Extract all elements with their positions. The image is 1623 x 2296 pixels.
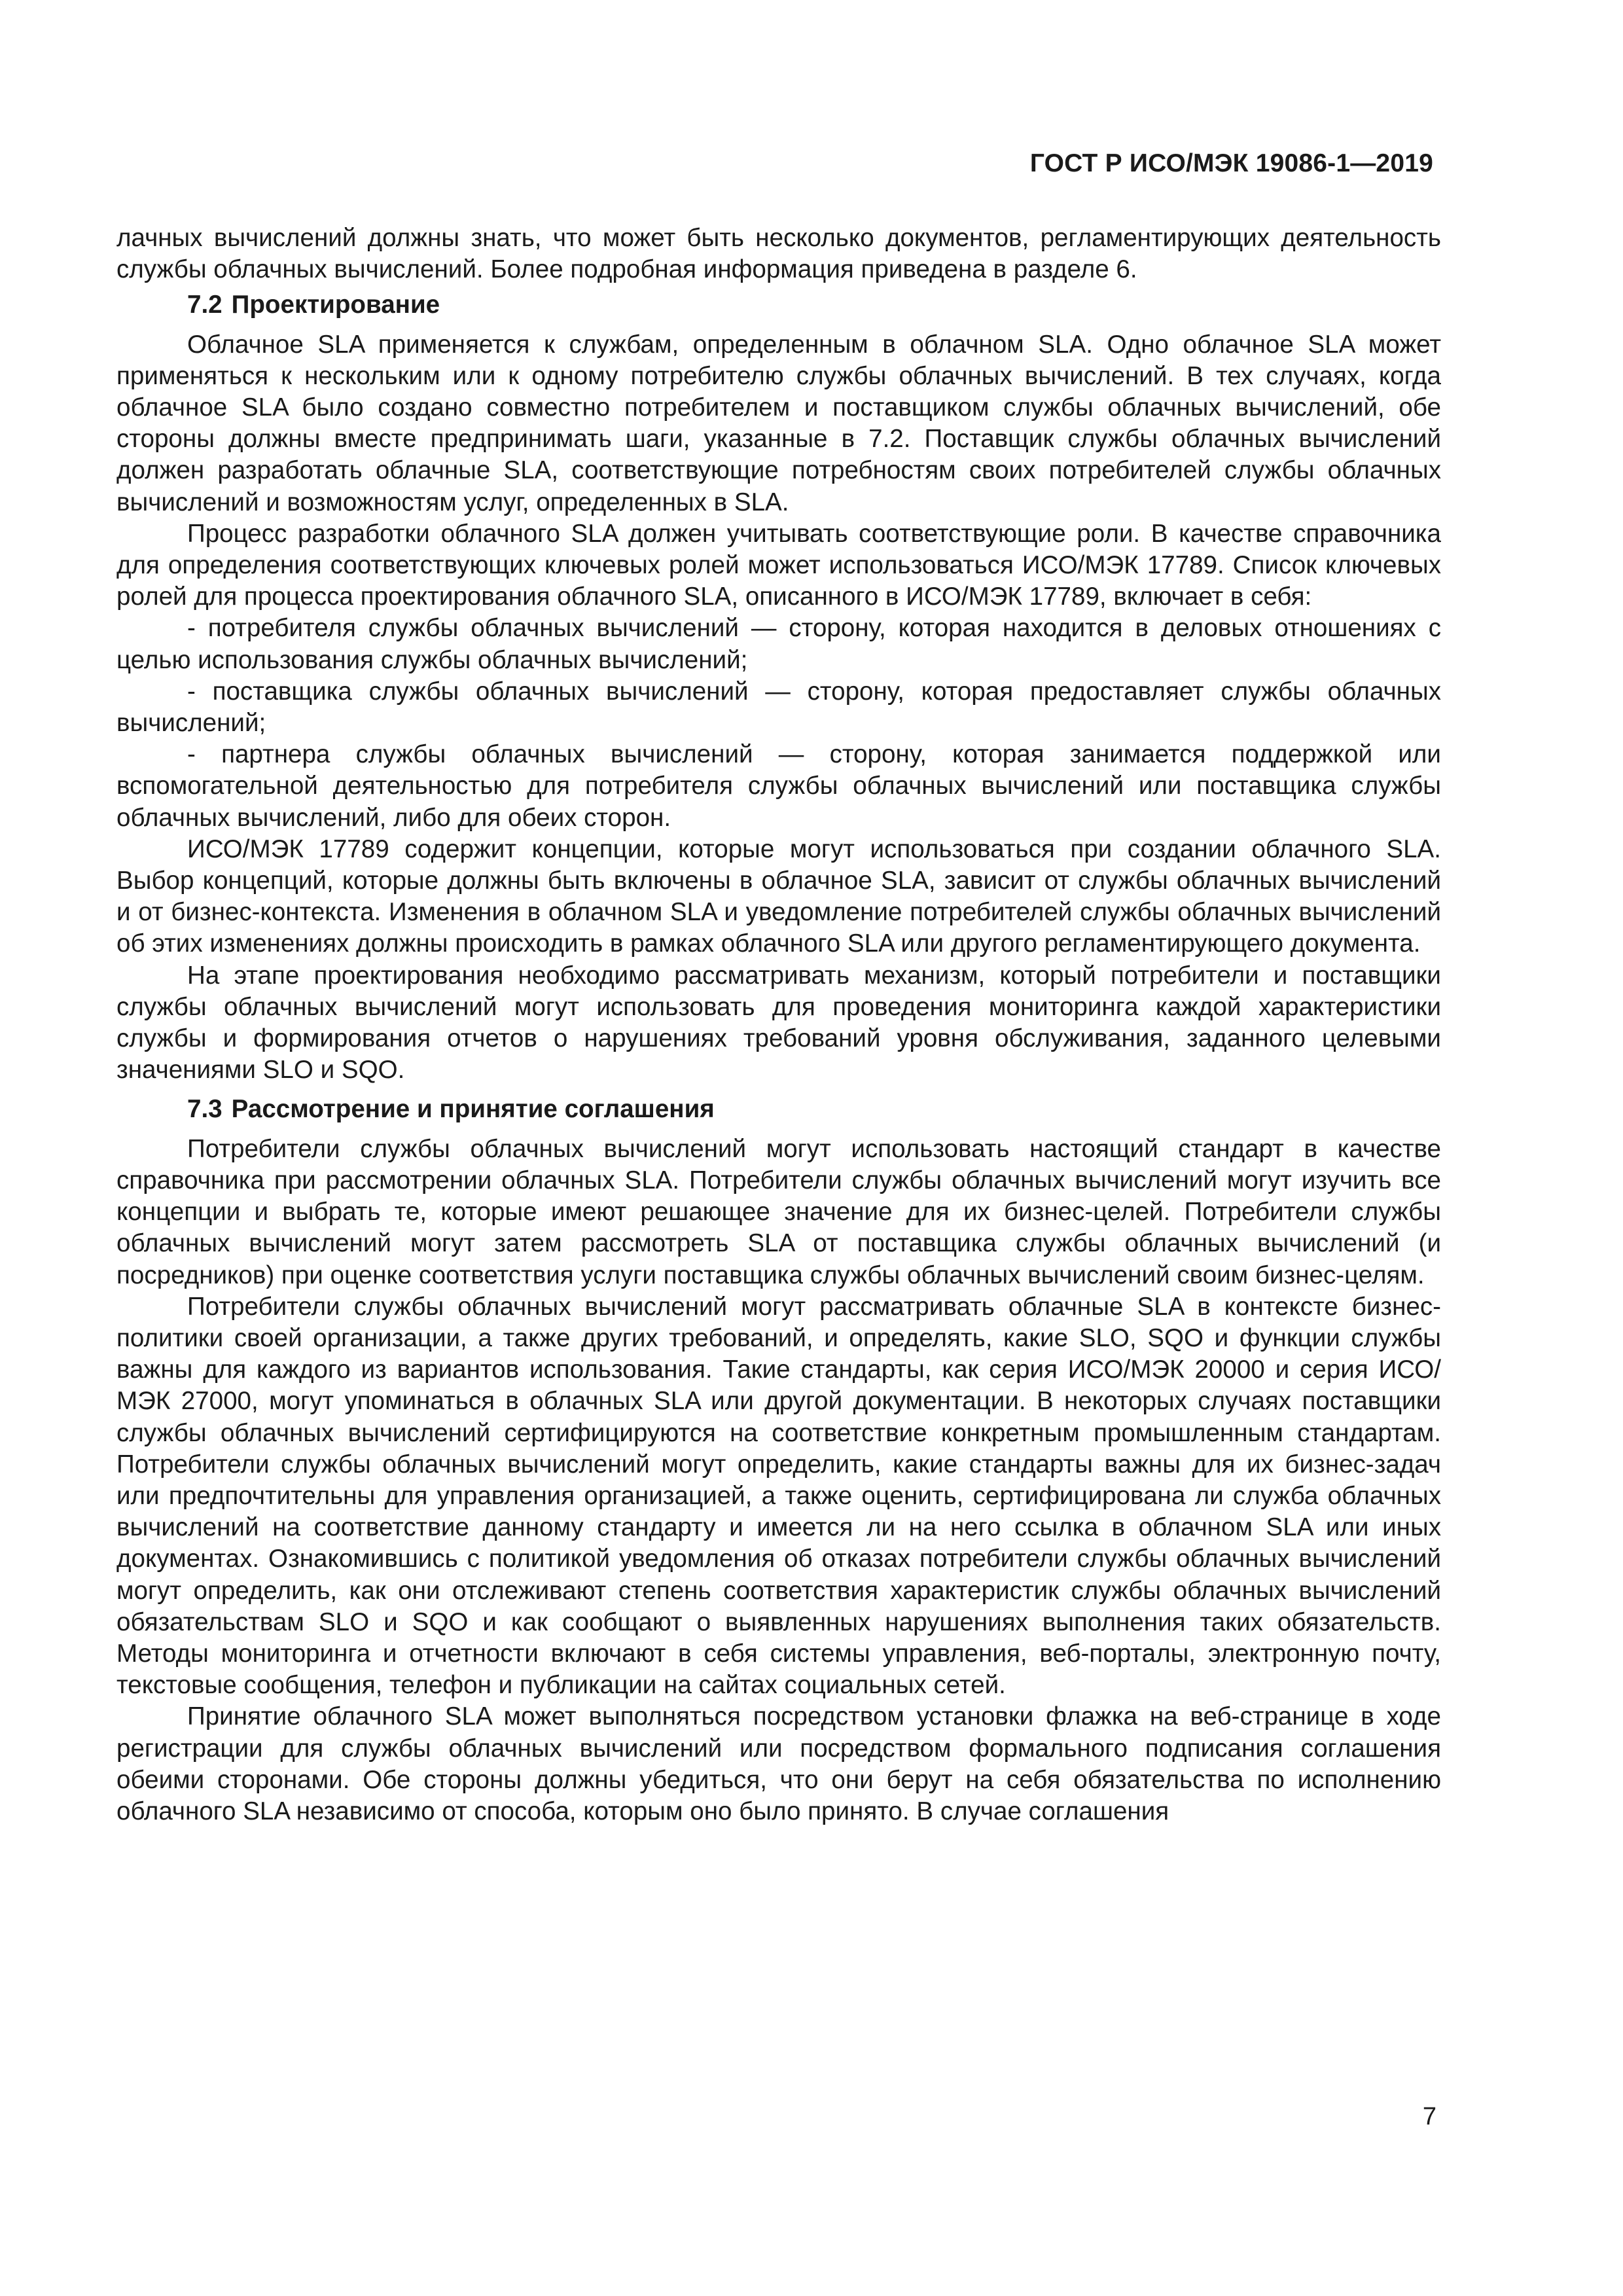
section-heading-7-3 <box>187 1094 1441 1125</box>
document-code-header: ГОСТ Р ИСО/МЭК 19086-1—2019 <box>1029 149 1433 177</box>
paragraph: Потребители службы облачных вычислений могут рассматривать облачные SLA в контексте бизнес-политики своей организации, а также других требований, и определять, какие SLO, SQO и функции службы важны для каждого из вариантов использования. Такие стандарты, как серия ИСО/МЭК 20000 и серия ИСО/МЭК 27000, могут упоминаться в облачных SLA или другой документации. В некоторых случаях поставщики службы облачных вычислений сертифицируются на соответствие конкретным промышленным стандартам. Потребители службы облачных вычислений могут определить, какие стандарты важны для их бизнес-задач или предпочтительны для управления организацией, а также оценить, сертифицирована ли служба облачных вычислений на соответствие данному стандарту и имеется ли на него ссылка в облачном SLA или иных документах. Ознакомившись с политикой уведомления об отказах потребители службы облачных вычислений могут определить, как они отслеживают степень соответствия характеристик службы облачных вычислений обязательствам SLO и SQO и как сообщают о выявленных нарушениях выполнения таких обязательств. Методы мониторинга и отчетности включают в себя системы управления, веб-порталы, электронную почту, текстовые сообщения, телефон и публикации на сайтах социальных сетей. <box>116 1292 1441 1700</box>
paragraph: Облачное SLA применяется к службам, определенным в облачном SLA. Одно облачное SLA может применяться к нескольким или к одному потребителю службы облачных вычислений. В тех случаях, когда облачное SLA было создано совместно потребителем и поставщиком службы облачных вычислений, обе стороны должны вместе предпринимать шаги, указанные в 7.2. Поставщик службы облачных вычислений должен разработать облачные SLA, соответствующие потребностям своих потребителей службы облачных вычислений и возможностям услуг, определенных в SLA. <box>116 330 1441 516</box>
paragraph: Процесс разработки облачного SLA должен учитывать соответствующие роли. В качестве справочника для определения соответствующих ключевых ролей может использоваться ИСО/МЭК 17789. Список ключевых ролей для процесса проектирования облачного SLA, описанного в ИСО/МЭК 17789, включает в себя: <box>116 519 1441 611</box>
section-title: Рассмотрение и принятие соглашения <box>231 1095 715 1124</box>
list-item: - поставщика службы облачных вычислений — сторону, которая предоставляет службы облачных вычислений; <box>116 677 1441 738</box>
intro-continuation-paragraph: лачных вычислений должны знать, что может быть несколько документов, регламентирующих деятельность службы облачных вычислений. Более подробная информация приведена в разделе 6. <box>116 224 1441 284</box>
section-title: Проектирование <box>231 291 440 319</box>
section-number: 7.2 <box>187 291 223 319</box>
list-item: - партнера службы облачных вычислений — сторону, которая занимается поддержкой или вспомогательной деятельностью для потребителя службы облачных вычислений или поставщика службы облачных вычислений, либо для обеих сторон. <box>116 740 1441 832</box>
page-number: 7 <box>1422 2103 1436 2130</box>
paragraph: ИСО/МЭК 17789 содержит концепции, которые могут использоваться при создании облачного SLA. Выбор концепций, которые должны быть включены в облачное SLA, зависит от службы облачных вычислений и от бизнес-контекста. Изменения в облачном SLA и уведомление потребителей службы облачных вычислений об этих изменениях должны происходить в рамках облачного SLA или другого регламентирующего документа. <box>116 834 1441 958</box>
section-number: 7.3 <box>187 1095 223 1124</box>
paragraph: Потребители службы облачных вычислений могут использовать настоящий стандарт в качестве справочника при рассмотрении облачных SLA. Потребители службы облачных вычислений могут изучить все концепции и выбрать те, которые имеют решающее значение для их бизнес-целей. Потребители службы облачных вычислений могут затем рассмотреть SLA от поставщика службы облачных вычислений (и посредников) при оценке соответствия услуги поставщика службы облачных вычислений своим бизнес-целям. <box>116 1134 1441 1289</box>
section-heading-7-2 <box>187 289 1441 321</box>
list-item: - потребителя службы облачных вычислений — сторону, которая находится в деловых отношениях с целью использования службы облачных вычислений; <box>116 614 1441 674</box>
document-body <box>116 223 1441 1827</box>
paragraph: На этапе проектирования необходимо рассматривать механизм, который потребители и поставщики службы облачных вычислений могут использовать для проведения мониторинга каждой характеристики службы и формирования отчетов о нарушениях требований уровня обслуживания, заданного целевыми значениями SLO и SQO. <box>116 961 1441 1085</box>
paragraph: Принятие облачного SLA может выполняться посредством установки флажка на веб-странице в ходе регистрации для службы облачных вычислений или посредством формального подписания соглашения обеими сторонами. Обе стороны должны убедиться, что они берут на себя обязательства по исполнению облачного SLA независимо от способа, которым оно было принято. В случае соглашения <box>116 1702 1441 1825</box>
